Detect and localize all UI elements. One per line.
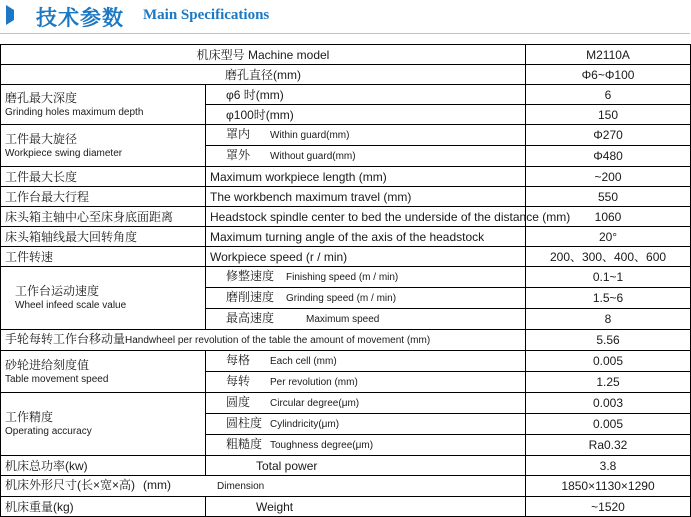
turning-label-cn: 床头箱轴线最大回转角度 — [1, 227, 206, 247]
depth-sub2-label — [206, 105, 526, 125]
turning-value: 20° — [526, 227, 691, 247]
dimension-label-en: Dimension — [217, 481, 265, 492]
depth-label-en: Grinding holes maximum depth — [5, 106, 144, 118]
power-label-en-text: Total power — [256, 458, 318, 473]
length-label-cn: 工件最大长度 — [1, 167, 206, 187]
table-row — [1, 167, 691, 187]
accuracy-sub1-en: Circular degree(μm) — [270, 398, 360, 409]
speed-label-cn: 工件转速 — [1, 247, 206, 267]
power-label-en — [206, 456, 526, 476]
depth-sub1-value: 6 — [526, 85, 691, 105]
spindle-label-en: Headstock spindle center to bed the underside of the distance (mm) — [206, 207, 526, 227]
table-speed-sub1-cn: 修整速度 — [226, 269, 275, 283]
depth-sub2-value: 150 — [526, 105, 691, 125]
table-row — [1, 227, 691, 247]
wheel-feed-label-cn: 砂轮进给刻度值 — [5, 357, 90, 372]
accuracy-sub3 — [206, 435, 526, 456]
speed-value: 200、300、400、600 — [526, 247, 691, 267]
wheel-feed-sub1-value: 0.005 — [526, 351, 691, 372]
wheel-feed-sub2 — [206, 372, 526, 393]
wheel-feed-sub1 — [206, 351, 526, 372]
dimension-unit: (mm) — [143, 478, 171, 492]
table-row — [1, 85, 691, 105]
table-speed-sub1-value: 0.1~1 — [526, 267, 691, 288]
table-row — [1, 497, 691, 517]
swing-sub1-cn: 罩内 — [226, 127, 251, 141]
table-speed-sub3-cn: 最高速度 — [226, 311, 275, 325]
accuracy-sub2-value: 0.005 — [526, 414, 691, 435]
dimension-label-cn: 机床外形尺寸(长×宽×高) — [5, 478, 136, 492]
dimension-label — [1, 476, 526, 497]
accuracy-label-en: Operating accuracy — [5, 426, 92, 437]
wheel-feed-sub1-cn: 每格 — [226, 353, 251, 367]
accuracy-sub3-cn: 粗糙度 — [226, 437, 263, 451]
table-speed-sub3-value: 8 — [526, 309, 691, 330]
wheel-feed-sub2-en: Per revolution (mm) — [270, 377, 358, 388]
accuracy-sub2-cn: 圆柱度 — [226, 416, 263, 430]
weight-value: ~1520 — [526, 497, 691, 517]
table-speed-sub2 — [206, 288, 526, 309]
table-speed-sub2-en: Grinding speed (m / min) — [286, 293, 397, 304]
length-value: ~200 — [526, 167, 691, 187]
swing-label-en: Workpiece swing diameter — [5, 147, 123, 159]
travel-label-cn: 工作台最大行程 — [1, 187, 206, 207]
accuracy-sub1-cn: 圆度 — [226, 395, 251, 409]
table-speed-sub3 — [206, 309, 526, 330]
table-row — [1, 267, 691, 288]
accuracy-label — [1, 393, 206, 456]
dimension-value: 1850×1130×1290 — [526, 476, 691, 497]
swing-sub1-value: Φ270 — [526, 125, 691, 146]
accuracy-sub2 — [206, 414, 526, 435]
wheel-feed-sub2-cn: 每转 — [226, 374, 251, 388]
table-speed-sub1-en: Finishing speed (m / min) — [286, 272, 399, 283]
power-label-cn: 机床总功率(kw) — [1, 456, 206, 476]
speed-label-en: Workpiece speed (r / min) — [206, 247, 526, 267]
table-speed-label-cn: 工作台运动速度 — [15, 284, 100, 298]
table-row — [1, 393, 691, 414]
depth-sub2-text: φ100时(mm) — [226, 107, 294, 122]
handwheel-label-cn: 手轮每转工作台移动量 — [5, 332, 126, 346]
handwheel-label — [1, 330, 526, 351]
bore-value: Φ6~Φ100 — [526, 65, 691, 85]
table-row — [1, 476, 691, 497]
model-label: 机床型号 Machine model — [1, 45, 526, 65]
spindle-label-cn: 床头箱主轴中心至床身底面距离 — [1, 207, 206, 227]
weight-label-en-text: Weight — [256, 499, 294, 514]
accuracy-sub3-en: Toughness degree(μm) — [270, 440, 374, 451]
weight-label-en — [206, 497, 526, 517]
wheel-feed-sub2-value: 1.25 — [526, 372, 691, 393]
table-row — [1, 456, 691, 476]
handwheel-label-en: Handwheel per revolution of the table the amount of movement (mm) — [125, 335, 431, 346]
depth-label-cn: 磨孔最大深度 — [5, 90, 78, 105]
table-row — [1, 351, 691, 372]
table-row — [1, 125, 691, 146]
table-speed-label — [1, 267, 206, 330]
table-row — [1, 45, 691, 65]
accuracy-sub1 — [206, 393, 526, 414]
table-speed-sub2-cn: 磨削速度 — [226, 290, 275, 304]
title-english: Main Specifications — [143, 7, 270, 23]
power-value: 3.8 — [526, 456, 691, 476]
spindle-value: 1060 — [526, 207, 691, 227]
table-row — [1, 247, 691, 267]
table-speed-sub1 — [206, 267, 526, 288]
table-speed-sub3-en: Maximum speed — [306, 314, 380, 325]
travel-label-en: The workbench maximum travel (mm) — [206, 187, 526, 207]
turning-label-en: Maximum turning angle of the axis of the headstock — [206, 227, 526, 247]
table-row — [1, 207, 691, 227]
swing-sub2-en: Without guard(mm) — [270, 151, 356, 162]
depth-label — [1, 85, 206, 125]
wheel-feed-label — [1, 351, 206, 393]
swing-sub1-label — [206, 125, 526, 146]
travel-value: 550 — [526, 187, 691, 207]
table-row — [1, 330, 691, 351]
title-chinese: 技术参数 — [36, 6, 124, 30]
table-speed-label-en: Wheel infeed scale value — [15, 300, 127, 311]
wheel-feed-sub1-en: Each cell (mm) — [270, 356, 337, 367]
wheel-feed-label-en: Table movement speed — [5, 373, 109, 385]
arrow-icon-inner — [14, 9, 24, 21]
depth-sub1-text: φ6 时(mm) — [226, 87, 284, 102]
handwheel-value: 5.56 — [526, 330, 691, 351]
accuracy-label-cn: 工作精度 — [5, 410, 54, 424]
accuracy-sub3-value: Ra0.32 — [526, 435, 691, 456]
table-speed-sub2-value: 1.5~6 — [526, 288, 691, 309]
accuracy-sub2-en: Cylindricity(μm) — [270, 419, 340, 430]
swing-sub1-en: Within guard(mm) — [270, 130, 350, 141]
swing-sub2-label — [206, 146, 526, 167]
length-label-en: Maximum workpiece length (mm) — [206, 167, 526, 187]
page-header — [0, 0, 690, 38]
depth-sub1-label — [206, 85, 526, 105]
header-divider — [0, 33, 690, 34]
model-value: M2110A — [526, 45, 691, 65]
spec-table — [0, 44, 691, 517]
weight-label-cn: 机床重量(kg) — [1, 497, 206, 517]
swing-sub2-value: Φ480 — [526, 146, 691, 167]
table-row — [1, 65, 691, 85]
swing-label — [1, 125, 206, 167]
swing-sub2-cn: 罩外 — [226, 148, 251, 162]
bore-label: 磨孔直径(mm) — [1, 65, 526, 85]
accuracy-sub1-value: 0.003 — [526, 393, 691, 414]
swing-label-cn: 工件最大旋径 — [5, 131, 78, 146]
table-row — [1, 187, 691, 207]
